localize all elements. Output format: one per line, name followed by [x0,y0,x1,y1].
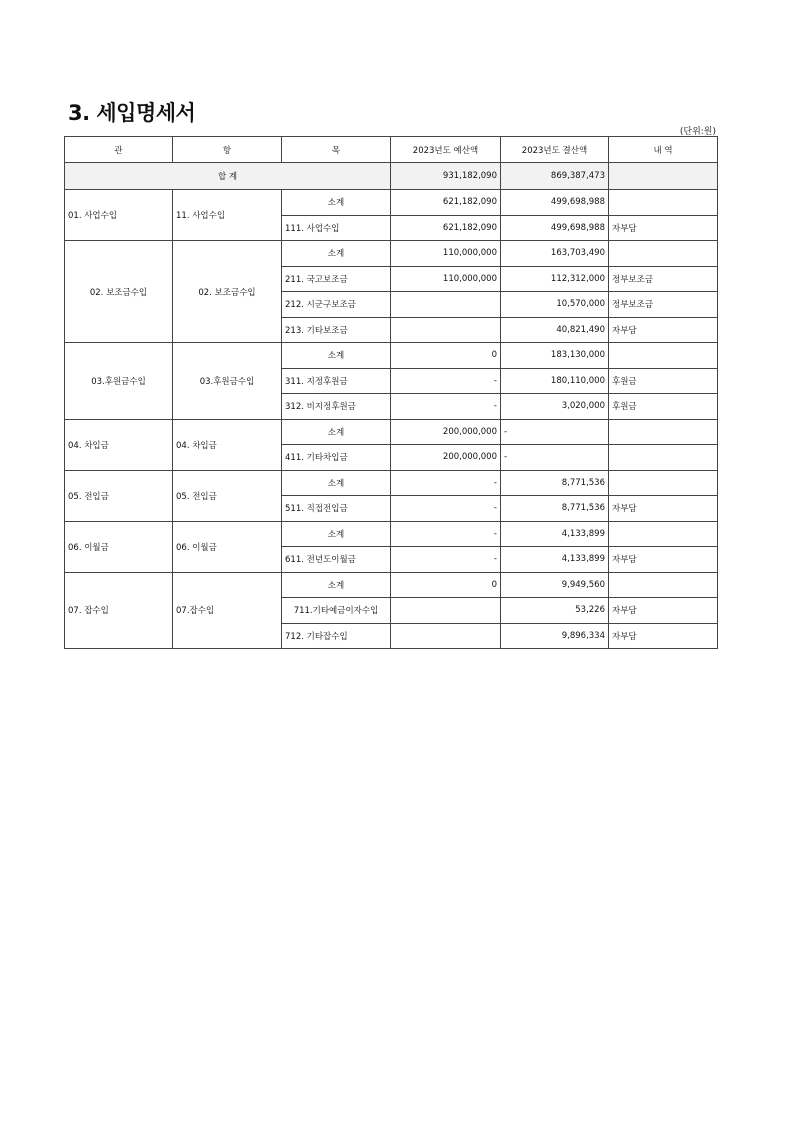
header-gwan: 관 [65,137,173,163]
settlement-cell: - [501,419,609,445]
header-budget: 2023년도 예산액 [391,137,501,163]
detail-cell [609,521,718,547]
total-detail [609,163,718,190]
mok-cell: 611. 전년도이월금 [282,547,391,573]
settlement-cell: 9,949,560 [501,572,609,598]
budget-cell: 110,000,000 [391,241,501,267]
header-settlement: 2023년도 결산액 [501,137,609,163]
mok-cell: 312. 비지정후원금 [282,394,391,420]
settlement-cell: 4,133,899 [501,547,609,573]
detail-cell: 자부담 [609,598,718,624]
budget-cell: 200,000,000 [391,445,501,471]
header-mok: 목 [282,137,391,163]
mok-cell: 소계 [282,343,391,369]
settlement-cell: 183,130,000 [501,343,609,369]
hang-cell: 07.잡수입 [173,572,282,649]
detail-cell [609,445,718,471]
mok-cell: 소계 [282,241,391,267]
mok-cell: 311. 지정후원금 [282,368,391,394]
settlement-cell: 53,226 [501,598,609,624]
table-row [65,241,718,267]
hang-cell: 03.후원금수입 [173,343,282,420]
hang-cell: 04. 차입금 [173,419,282,470]
table-row [65,343,718,369]
table-row [65,521,718,547]
table-header-row [65,137,718,163]
settlement-cell: 9,896,334 [501,623,609,649]
settlement-cell: 4,133,899 [501,521,609,547]
total-row [65,163,718,190]
gwan-cell: 04. 차입금 [65,419,173,470]
total-budget: 931,182,090 [391,163,501,190]
gwan-cell: 03.후원금수입 [65,343,173,420]
mok-cell: 소계 [282,521,391,547]
mok-cell: 213. 기타보조금 [282,317,391,343]
mok-cell: 712. 기타잡수입 [282,623,391,649]
settlement-cell: - [501,445,609,471]
detail-cell: 자부담 [609,317,718,343]
budget-cell: - [391,496,501,522]
mok-cell: 소계 [282,419,391,445]
detail-cell: 자부담 [609,623,718,649]
detail-cell [609,470,718,496]
detail-cell: 정부보조금 [609,292,718,318]
mok-cell: 소계 [282,470,391,496]
budget-cell [391,623,501,649]
budget-cell: 0 [391,572,501,598]
budget-cell: 621,182,090 [391,215,501,241]
mok-cell: 411. 기타차입금 [282,445,391,471]
mok-cell: 소계 [282,190,391,216]
total-label: 합 계 [65,163,391,190]
table-row [65,470,718,496]
budget-cell: 200,000,000 [391,419,501,445]
gwan-cell: 01. 사업수입 [65,190,173,241]
mok-cell: 211. 국고보조금 [282,266,391,292]
mok-cell: 소계 [282,572,391,598]
mok-cell: 711.기타예금이자수입 [282,598,391,624]
detail-cell: 자부담 [609,496,718,522]
settlement-cell: 40,821,490 [501,317,609,343]
detail-cell [609,241,718,267]
settlement-cell: 3,020,000 [501,394,609,420]
budget-cell: - [391,368,501,394]
budget-cell: - [391,547,501,573]
detail-cell [609,419,718,445]
settlement-cell: 163,703,490 [501,241,609,267]
detail-cell: 후원금 [609,368,718,394]
table-row [65,572,718,598]
detail-cell: 자부담 [609,215,718,241]
gwan-cell: 05. 전입금 [65,470,173,521]
header-detail: 내 역 [609,137,718,163]
hang-cell: 05. 전입금 [173,470,282,521]
budget-cell: - [391,394,501,420]
budget-cell: 0 [391,343,501,369]
hang-cell: 06. 이월금 [173,521,282,572]
budget-cell: 110,000,000 [391,266,501,292]
hang-cell: 11. 사업수입 [173,190,282,241]
detail-cell: 후원금 [609,394,718,420]
budget-cell: 621,182,090 [391,190,501,216]
page-title: 3. 세입명세서 [68,101,196,125]
detail-cell: 자부담 [609,547,718,573]
settlement-cell: 499,698,988 [501,190,609,216]
budget-cell: - [391,521,501,547]
budget-cell [391,598,501,624]
settlement-cell: 8,771,536 [501,496,609,522]
mok-cell: 111. 사업수입 [282,215,391,241]
table-row [65,419,718,445]
detail-cell [609,343,718,369]
budget-cell [391,292,501,318]
gwan-cell: 07. 잡수입 [65,572,173,649]
settlement-cell: 10,570,000 [501,292,609,318]
settlement-cell: 8,771,536 [501,470,609,496]
detail-cell [609,572,718,598]
detail-cell [609,190,718,216]
hang-cell: 02. 보조금수입 [173,241,282,343]
gwan-cell: 02. 보조금수입 [65,241,173,343]
header-hang: 항 [173,137,282,163]
mok-cell: 212. 시군구보조금 [282,292,391,318]
settlement-cell: 499,698,988 [501,215,609,241]
budget-cell [391,317,501,343]
unit-note: (단위:원) [679,127,716,137]
revenue-statement-table [64,136,718,649]
settlement-cell: 180,110,000 [501,368,609,394]
gwan-cell: 06. 이월금 [65,521,173,572]
table-row [65,190,718,216]
settlement-cell: 112,312,000 [501,266,609,292]
total-settlement: 869,387,473 [501,163,609,190]
detail-cell: 정부보조금 [609,266,718,292]
mok-cell: 511. 직접전입금 [282,496,391,522]
budget-cell: - [391,470,501,496]
